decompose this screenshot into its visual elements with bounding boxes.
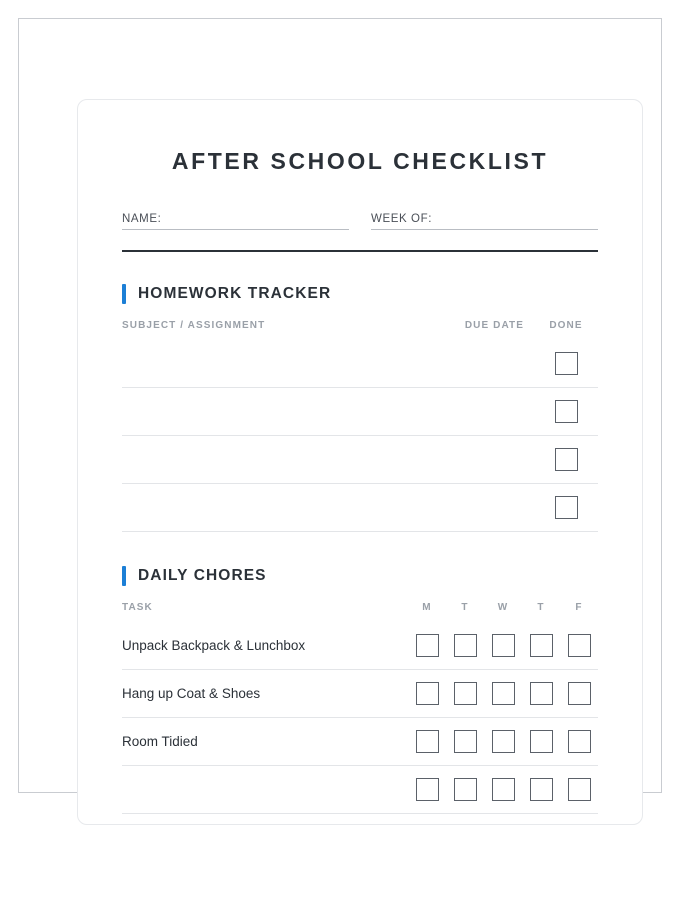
section-header-homework <box>122 284 598 304</box>
homework-due-date-input[interactable] <box>438 388 534 435</box>
chore-checkbox-thursday[interactable] <box>530 778 553 801</box>
column-header-done: DONE <box>549 320 583 331</box>
chore-checkbox-friday[interactable] <box>568 682 591 705</box>
column-header-monday: M <box>422 602 432 613</box>
chore-check-cell-f <box>560 778 598 801</box>
chore-checkbox-thursday[interactable] <box>530 682 553 705</box>
homework-done-cell <box>534 448 598 471</box>
chore-checkbox-group <box>408 730 598 753</box>
name-field-label: NAME: <box>122 213 162 225</box>
chore-check-cell-m <box>408 682 446 705</box>
chore-checkbox-friday[interactable] <box>568 778 591 801</box>
chore-check-cell-t2 <box>522 730 560 753</box>
chore-checkbox-tuesday[interactable] <box>454 730 477 753</box>
chore-check-cell-w <box>484 778 522 801</box>
chore-check-cell-t2 <box>522 634 560 657</box>
column-header-days <box>408 602 598 613</box>
table-row <box>122 622 598 670</box>
chore-check-cell-w <box>484 730 522 753</box>
chore-checkbox-group <box>408 634 598 657</box>
column-header-thursday: T <box>537 602 545 613</box>
column-header-tuesday: T <box>461 602 469 613</box>
chore-checkbox-tuesday[interactable] <box>454 778 477 801</box>
homework-done-cell <box>534 352 598 375</box>
homework-done-checkbox[interactable] <box>555 496 578 519</box>
homework-subject-input[interactable] <box>122 436 438 483</box>
chore-check-cell-m <box>408 778 446 801</box>
chore-task-label: Hang up Coat & Shoes <box>122 686 261 701</box>
chore-checkbox-group <box>408 778 598 801</box>
table-row <box>122 436 598 484</box>
chore-check-cell-m <box>408 730 446 753</box>
table-row <box>122 718 598 766</box>
chore-checkbox-friday[interactable] <box>568 634 591 657</box>
chore-check-cell-t1 <box>446 778 484 801</box>
chore-checkbox-monday[interactable] <box>416 634 439 657</box>
chore-check-cell-t1 <box>446 730 484 753</box>
chores-column-headers <box>122 602 598 622</box>
chore-task-label: Room Tidied <box>122 734 198 749</box>
homework-subject-input[interactable] <box>122 340 438 387</box>
homework-subject-input[interactable] <box>122 484 438 531</box>
chore-check-cell-w <box>484 634 522 657</box>
chore-checkbox-wednesday[interactable] <box>492 730 515 753</box>
chore-checkbox-monday[interactable] <box>416 730 439 753</box>
page-title: AFTER SCHOOL CHECKLIST <box>171 148 549 174</box>
accent-bar-icon <box>122 566 126 586</box>
homework-done-cell <box>534 496 598 519</box>
chore-checkbox-wednesday[interactable] <box>492 682 515 705</box>
chore-checkbox-tuesday[interactable] <box>454 682 477 705</box>
column-header-wednesday: W <box>497 602 509 613</box>
week-of-field[interactable] <box>371 213 598 230</box>
chore-checkbox-thursday[interactable] <box>530 634 553 657</box>
chore-checkbox-thursday[interactable] <box>530 730 553 753</box>
checklist-sheet <box>77 99 643 825</box>
homework-subject-input[interactable] <box>122 388 438 435</box>
homework-due-date-input[interactable] <box>438 436 534 483</box>
chore-checkbox-monday[interactable] <box>416 778 439 801</box>
week-of-field-label: WEEK OF: <box>371 213 433 225</box>
section-header-chores <box>122 566 598 586</box>
chore-checkbox-wednesday[interactable] <box>492 778 515 801</box>
table-row <box>122 340 598 388</box>
homework-done-checkbox[interactable] <box>555 352 578 375</box>
column-header-due-date: DUE DATE <box>464 320 524 331</box>
chore-check-cell-t1 <box>446 634 484 657</box>
chore-checkbox-friday[interactable] <box>568 730 591 753</box>
chore-checkbox-wednesday[interactable] <box>492 634 515 657</box>
homework-due-date-input[interactable] <box>438 340 534 387</box>
homework-column-headers <box>122 320 598 340</box>
section-title-homework: HOMEWORK TRACKER <box>138 285 332 302</box>
chore-checkbox-group <box>408 682 598 705</box>
column-header-friday: F <box>575 602 583 613</box>
table-row <box>122 670 598 718</box>
homework-done-cell <box>534 400 598 423</box>
table-row <box>122 766 598 814</box>
chore-check-cell-f <box>560 634 598 657</box>
section-title-chores: DAILY CHORES <box>138 567 267 584</box>
accent-bar-icon <box>122 284 126 304</box>
name-field[interactable] <box>122 213 349 230</box>
homework-due-date-input[interactable] <box>438 484 534 531</box>
homework-done-checkbox[interactable] <box>555 400 578 423</box>
page-frame <box>18 18 662 793</box>
table-row <box>122 484 598 532</box>
chore-check-cell-w <box>484 682 522 705</box>
chore-check-cell-t2 <box>522 682 560 705</box>
table-row <box>122 388 598 436</box>
column-header-task: TASK <box>122 602 153 613</box>
chore-check-cell-t1 <box>446 682 484 705</box>
chore-checkbox-monday[interactable] <box>416 682 439 705</box>
chore-check-cell-t2 <box>522 778 560 801</box>
chore-check-cell-m <box>408 634 446 657</box>
homework-done-checkbox[interactable] <box>555 448 578 471</box>
chore-task-label: Unpack Backpack & Lunchbox <box>122 638 306 653</box>
column-header-subject: SUBJECT / ASSIGNMENT <box>122 320 266 331</box>
chore-checkbox-tuesday[interactable] <box>454 634 477 657</box>
chore-check-cell-f <box>560 730 598 753</box>
header-divider <box>122 250 598 252</box>
chore-check-cell-f <box>560 682 598 705</box>
header-fields <box>122 213 598 230</box>
